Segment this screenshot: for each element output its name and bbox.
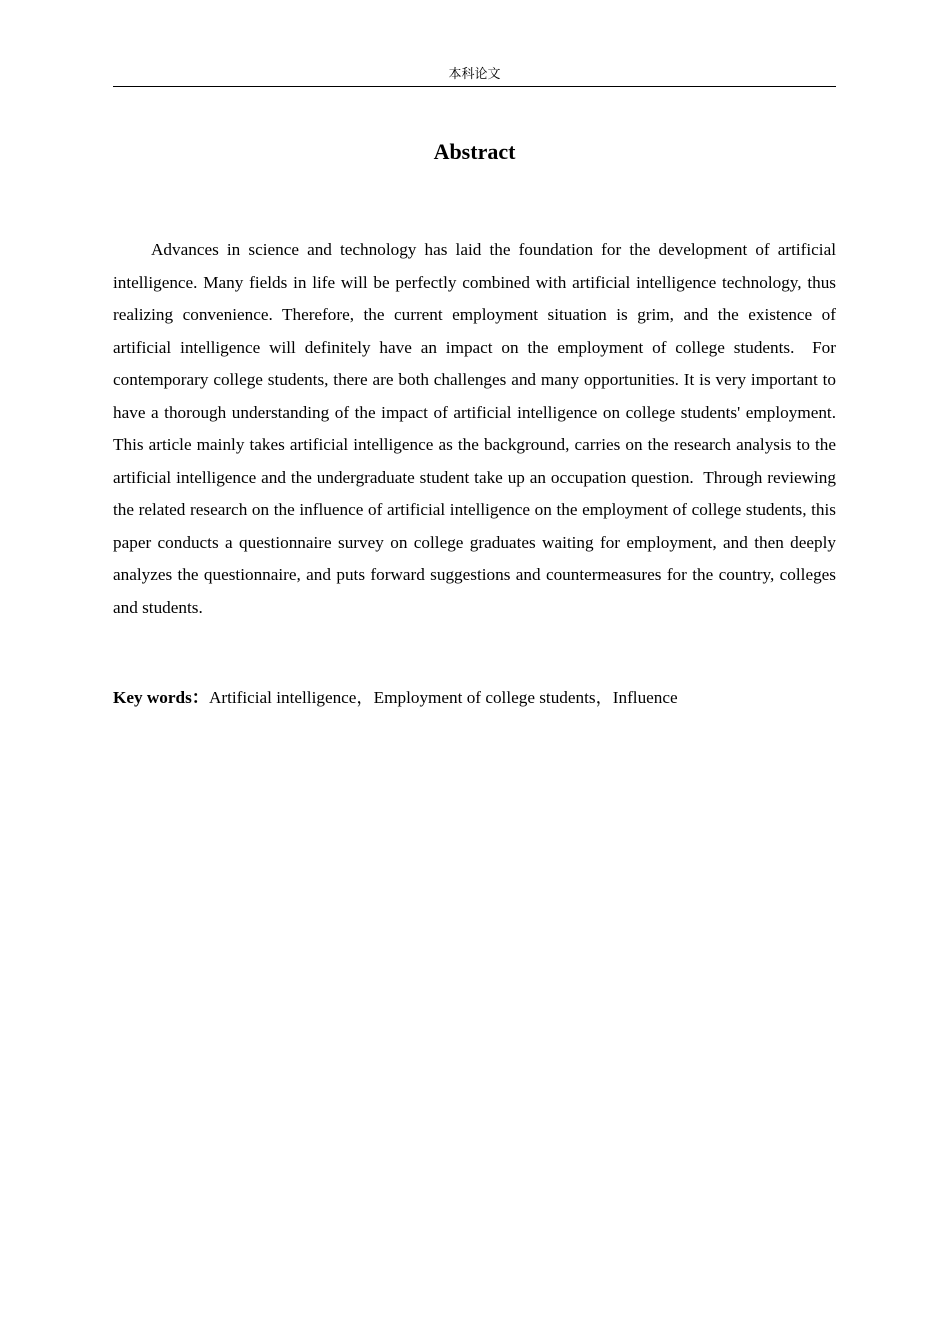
- keywords-text: Artificial intelligence，Employment of college students，Influence: [208, 688, 678, 707]
- keywords-label: Key words：: [113, 688, 209, 707]
- keywords-line: [113, 683, 836, 713]
- header-rule: [113, 86, 836, 87]
- abstract-title: Abstract: [433, 139, 516, 164]
- abstract-body: Advances in science and technology has laid the foundation for the development of artificial intelligence. Many fields in life will be perfectly combined with artificial intelligence technology, thus realizing convenience. Therefore, the current employment situation is grim, and the existence of artificial intelligence will definitely have an impact on the employment of college students. For contemporary college students, there are both challenges and many opportunities. It is very important to have a thorough understanding of the impact of artificial intelligence on college students' employment. This article mainly takes artificial intelligence as the background, carries on the research analysis to the artificial intelligence and the undergraduate student take up an occupation question. Through reviewing the related research on the influence of artificial intelligence on the employment of college students, this paper conducts a questionnaire survey on college graduates waiting for employment, and then deeply analyzes the questionnaire, and puts forward suggestions and countermeasures for the country, colleges and students.: [113, 240, 841, 617]
- running-header: 本科论文: [448, 67, 501, 82]
